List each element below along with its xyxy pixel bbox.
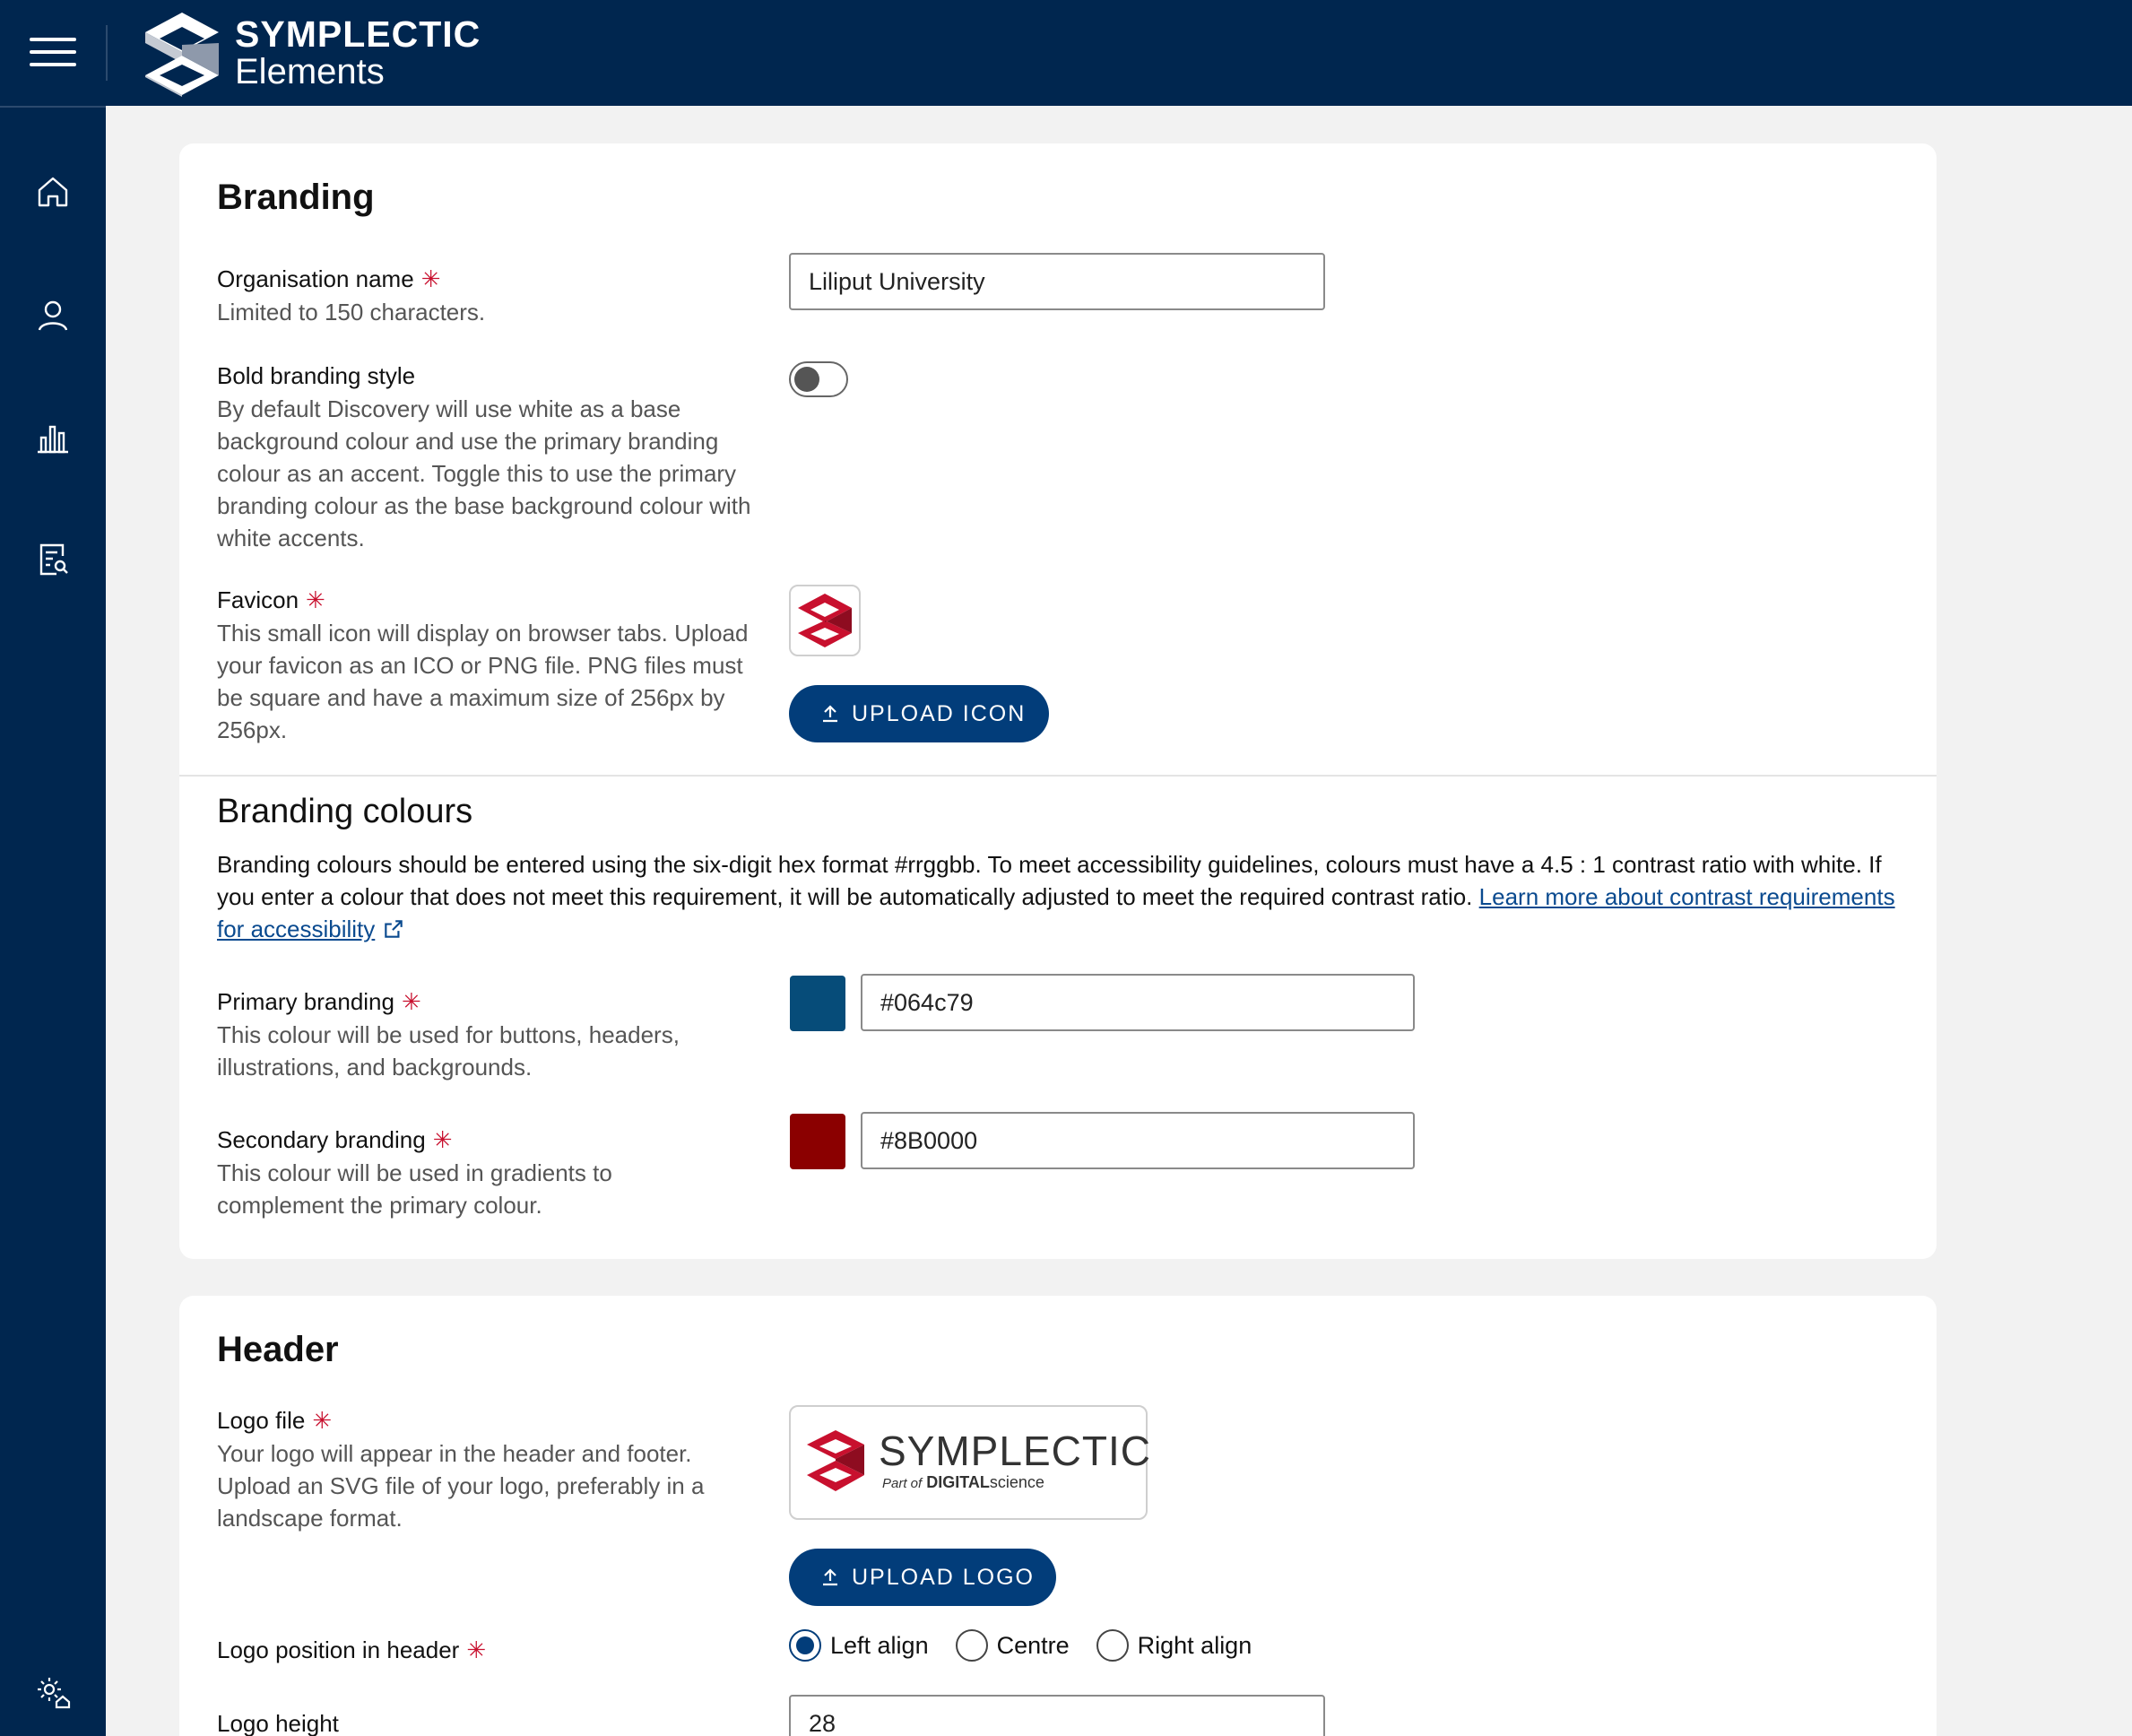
bold-style-label: Bold branding style [217, 362, 416, 389]
user-icon[interactable] [33, 296, 73, 335]
bold-style-help: By default Discovery will use white as a base background colour and use the primary branding colour as an accent. Toggle this to use the primary branding colour as the base background colour with white accents. [217, 395, 751, 551]
primary-branding-label: Primary branding ✳ [217, 988, 421, 1015]
brand-sub: Elements [235, 52, 385, 91]
menu-icon[interactable] [30, 38, 76, 66]
brand-text [235, 14, 481, 90]
radio-circle [1096, 1629, 1129, 1662]
org-name-label: Organisation name ✳ [217, 265, 441, 292]
top-bar [0, 0, 2132, 106]
bold-style-toggle[interactable] [789, 361, 848, 397]
report-search-icon[interactable] [33, 540, 73, 579]
required-asterisk-icon: ✳ [466, 1636, 487, 1663]
symplectic-red-logo-icon [802, 1425, 870, 1500]
required-asterisk-icon: ✳ [401, 988, 421, 1015]
logo-file-help: Your logo will appear in the header and footer. Upload an SVG file of your logo, preferably in a landscape format. [217, 1440, 705, 1532]
radio-centre[interactable]: Centre [956, 1629, 1070, 1662]
upload-icon [819, 1567, 841, 1588]
logo-height-label: Logo height [217, 1710, 339, 1736]
radio-left-align[interactable]: Left align [789, 1629, 929, 1662]
chart-icon[interactable] [33, 418, 73, 457]
branding-colours-description: Branding colours should be entered using the six-digit hex format #rrggbb. To meet accessibility guidelines, colours must have a 4.5 : 1 contrast ratio with white. If you enter a colour that does not meet this requirement, it will be automatically adjusted to meet the required contrast ratio. Learn more about contrast requirements for accessibility [217, 851, 1895, 942]
required-asterisk-icon: ✳ [306, 586, 325, 613]
settings-icon[interactable] [33, 1673, 73, 1713]
primary-colour-swatch[interactable] [790, 976, 845, 1031]
required-asterisk-icon: ✳ [312, 1407, 333, 1434]
home-icon[interactable] [33, 172, 73, 212]
primary-branding-input[interactable]: #064c79 [861, 974, 1415, 1031]
upload-icon [819, 703, 841, 725]
header-title: Header [217, 1330, 339, 1369]
required-asterisk-icon: ✳ [420, 265, 441, 292]
logo-tagline: Part of DIGITALscience [882, 1473, 1044, 1491]
upload-logo-button[interactable]: UPLOAD LOGO [789, 1549, 1056, 1606]
org-name-input[interactable]: Liliput University [789, 253, 1325, 310]
branding-card [179, 143, 1937, 1259]
required-asterisk-icon: ✳ [432, 1126, 453, 1153]
radio-circle [956, 1629, 988, 1662]
external-link-icon [382, 917, 405, 941]
top-bar-divider [106, 25, 108, 81]
logo-position-label: Logo position in header ✳ [217, 1636, 487, 1663]
brand-name: SYMPLECTIC [235, 13, 481, 55]
logo-file-label: Logo file ✳ [217, 1407, 333, 1434]
secondary-branding-label: Secondary branding ✳ [217, 1126, 453, 1153]
org-name-help: Limited to 150 characters. [217, 299, 486, 326]
sidebar [0, 106, 106, 1736]
favicon-logo-icon [791, 586, 859, 655]
primary-branding-help: This colour will be used for buttons, headers, illustrations, and backgrounds. [217, 1021, 680, 1081]
logo-height-input[interactable]: 28 [789, 1695, 1325, 1736]
toggle-knob [794, 367, 819, 392]
logo-position-radio-group [789, 1629, 1278, 1662]
header-card [179, 1296, 1937, 1736]
favicon-label: Favicon ✳ [217, 586, 325, 613]
symplectic-logo-icon [142, 11, 222, 97]
radio-right-align[interactable]: Right align [1096, 1629, 1252, 1662]
logo-preview [789, 1405, 1151, 1520]
section-divider [179, 775, 1937, 777]
upload-icon-button[interactable]: UPLOAD ICON [789, 685, 1049, 742]
branding-title: Branding [217, 178, 375, 217]
logo-wordmark: SYMPLECTIC [879, 1428, 1151, 1474]
favicon-preview [789, 585, 861, 656]
radio-circle [789, 1629, 821, 1662]
branding-colours-title: Branding colours [217, 793, 473, 830]
contrast-requirements-link[interactable]: Learn more about contrast requirements for accessibility [217, 883, 1895, 942]
secondary-branding-help: This colour will be used in gradients to complement the primary colour. [217, 1159, 612, 1219]
secondary-colour-swatch[interactable] [790, 1114, 845, 1169]
secondary-branding-input[interactable]: #8B0000 [861, 1112, 1415, 1169]
favicon-help: This small icon will display on browser tabs. Upload your favicon as an ICO or PNG file. PNG files must be square and have a maximum size of 256px by 256px. [217, 620, 749, 743]
